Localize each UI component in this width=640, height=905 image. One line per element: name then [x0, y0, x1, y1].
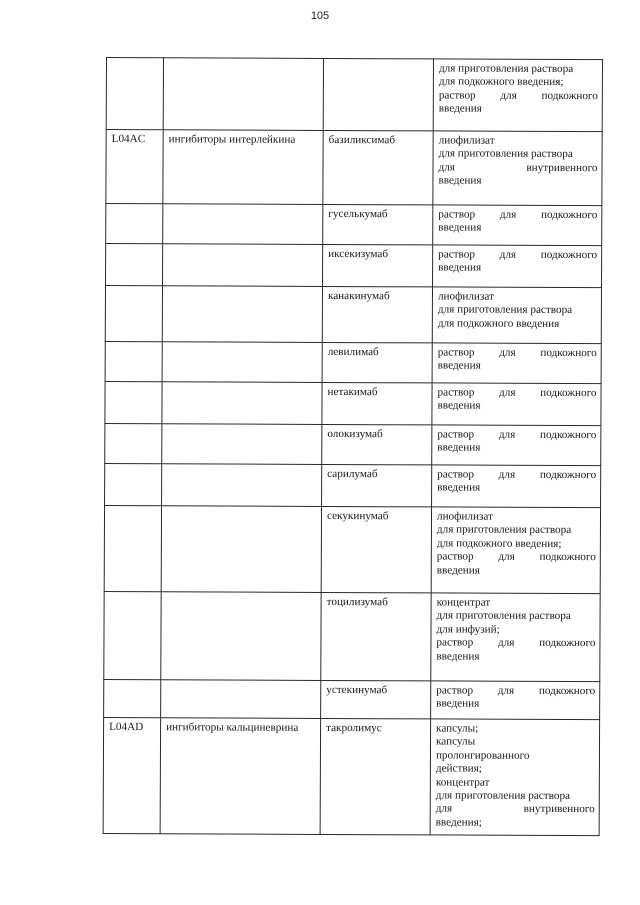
pharmacological-group-cell [161, 506, 321, 593]
drug-name-cell: олокизумаб [322, 424, 432, 464]
dosage-form-line: действия; [435, 762, 482, 775]
dosage-form-line: введения [438, 221, 482, 235]
table-row [106, 204, 602, 246]
dosage-form-line: концентрат [435, 776, 490, 789]
dosage-form-line: для подкожного введения [437, 317, 560, 330]
atc-code-cell [104, 591, 161, 679]
atc-code-cell [105, 286, 162, 342]
drug-name-cell: секукинумаб [321, 506, 431, 592]
table-body [103, 58, 602, 836]
dosage-form-line: введения [436, 697, 480, 711]
dosage-form-line: введения [437, 399, 481, 413]
dosage-form-line: для внутривенного [435, 802, 595, 816]
dosage-form-line: для инфузий; [436, 623, 500, 636]
drug-name-cell: канакинумаб [322, 286, 432, 342]
dosage-form-cell [432, 287, 601, 344]
pharmacological-group-cell [161, 680, 321, 719]
dosage-form-line: введения [437, 481, 481, 495]
dosage-form-line: введения [438, 174, 482, 187]
dosage-form-line: для приготовления раствора [437, 303, 573, 317]
pharmacological-group-cell: ингибиторы кальциневрина [160, 718, 321, 835]
table-row [106, 58, 602, 132]
table-row [103, 717, 600, 835]
pharmacological-group-cell [163, 244, 323, 287]
dosage-form-line: концентрат [436, 596, 491, 609]
pharmacological-group-cell [162, 424, 322, 465]
table-row [105, 286, 601, 344]
table-row [105, 381, 601, 425]
atc-code-cell [106, 58, 163, 130]
dosage-form-line: для приготовления раствора [436, 523, 572, 537]
atc-code-cell [104, 679, 161, 717]
pharmacological-group-cell [163, 204, 323, 245]
pharmacological-group-cell [162, 286, 322, 343]
dosage-form-line: раствор для подкожного [438, 208, 598, 222]
dosage-form-line: раствор для подкожного [437, 386, 597, 400]
table-row [104, 679, 600, 719]
atc-code-cell [105, 463, 162, 505]
dosage-form-cell [430, 719, 600, 836]
dosage-form-line: капсулы [435, 735, 476, 749]
drug-table [103, 57, 603, 836]
dosage-form-cell [432, 245, 601, 288]
dosage-form-line: капсулы; [436, 722, 479, 735]
dosage-form-line: раствор для подкожного [437, 428, 597, 442]
table-row [105, 423, 601, 465]
dosage-form-cell [433, 205, 602, 246]
dosage-form-line: введения [437, 441, 481, 455]
dosage-form-line: для приготовления раствора [438, 62, 574, 76]
dosage-form-line: раствор для подкожного [438, 248, 598, 262]
dosage-form-line: введения [436, 650, 480, 663]
table-row [104, 505, 600, 593]
dosage-form-line: для приготовления раствора [438, 147, 573, 161]
dosage-form-line: лиофилизат [436, 510, 493, 523]
atc-code-cell [105, 341, 162, 381]
dosage-form-line: введения [438, 261, 482, 275]
table-row [106, 244, 602, 288]
dosage-form-cell [431, 593, 600, 682]
dosage-form-cell [431, 681, 600, 720]
pharmacological-group-cell [162, 464, 322, 507]
dosage-form-line: для приготовления раствора [436, 609, 571, 623]
dosage-form-line: введения [437, 359, 481, 373]
dosage-form-line: раствор для подкожного [436, 636, 596, 650]
drug-name-cell: нетакимаб [322, 382, 432, 424]
dosage-form-line: для внутривенного [438, 161, 598, 174]
dosage-form-line: введения [438, 102, 482, 115]
dosage-form-line: для приготовления раствора [435, 789, 571, 803]
dosage-form-line: раствор для подкожного [438, 89, 598, 102]
dosage-form-line: пролонгированного [435, 749, 530, 762]
dosage-form-line: введения; [435, 816, 482, 829]
atc-code-cell: L04AD [103, 717, 161, 833]
atc-code-cell [105, 381, 162, 423]
table-row [104, 591, 600, 681]
table-row [106, 130, 602, 206]
dosage-form-line: для подкожного введения; [436, 537, 562, 550]
drug-name-cell: базиликсимаб [323, 130, 433, 204]
atc-code-cell: L04AC [106, 130, 163, 204]
dosage-form-cell [433, 59, 602, 132]
table-row [105, 341, 601, 383]
drug-name-cell: иксекизумаб [323, 244, 433, 286]
dosage-form-line: лиофилизат [438, 134, 495, 147]
drug-name-cell: устекинумаб [321, 680, 431, 718]
drug-name-cell: сарилумаб [322, 464, 432, 506]
dosage-form-cell [432, 343, 601, 384]
pharmacological-group-cell [161, 592, 321, 681]
page-number: 105 [310, 10, 330, 22]
dosage-form-line: введения [436, 564, 480, 577]
dosage-form-line: раствор для подкожного [437, 346, 597, 360]
atc-code-cell [106, 204, 163, 244]
dosage-form-cell [432, 465, 601, 508]
dosage-form-line: раствор для подкожного [437, 468, 597, 482]
drug-name-cell: гуселькумаб [323, 204, 433, 244]
dosage-form-cell [431, 507, 600, 594]
atc-code-cell [104, 505, 161, 591]
atc-code-cell [105, 423, 162, 463]
pharmacological-group-cell: ингибиторы интерлейкина [163, 130, 323, 205]
dosage-form-line: для подкожного введения; [438, 75, 564, 89]
atc-code-cell [106, 244, 163, 286]
dosage-form-cell [432, 425, 601, 466]
table-row [105, 463, 601, 507]
dosage-form-line: раствор для подкожного [436, 550, 596, 564]
drug-name-cell: такролимус [320, 718, 431, 834]
pharmacological-group-cell [163, 58, 323, 131]
drug-name-cell: тоцилизумаб [321, 592, 431, 680]
dosage-form-cell [433, 131, 602, 206]
drug-name-cell [323, 58, 433, 130]
dosage-form-line: лиофилизат [437, 290, 494, 303]
dosage-form-cell [432, 383, 601, 426]
pharmacological-group-cell [162, 382, 322, 425]
dosage-form-line: раствор для подкожного [436, 684, 596, 698]
pharmacological-group-cell [162, 342, 322, 383]
drug-name-cell: левилимаб [322, 342, 432, 382]
